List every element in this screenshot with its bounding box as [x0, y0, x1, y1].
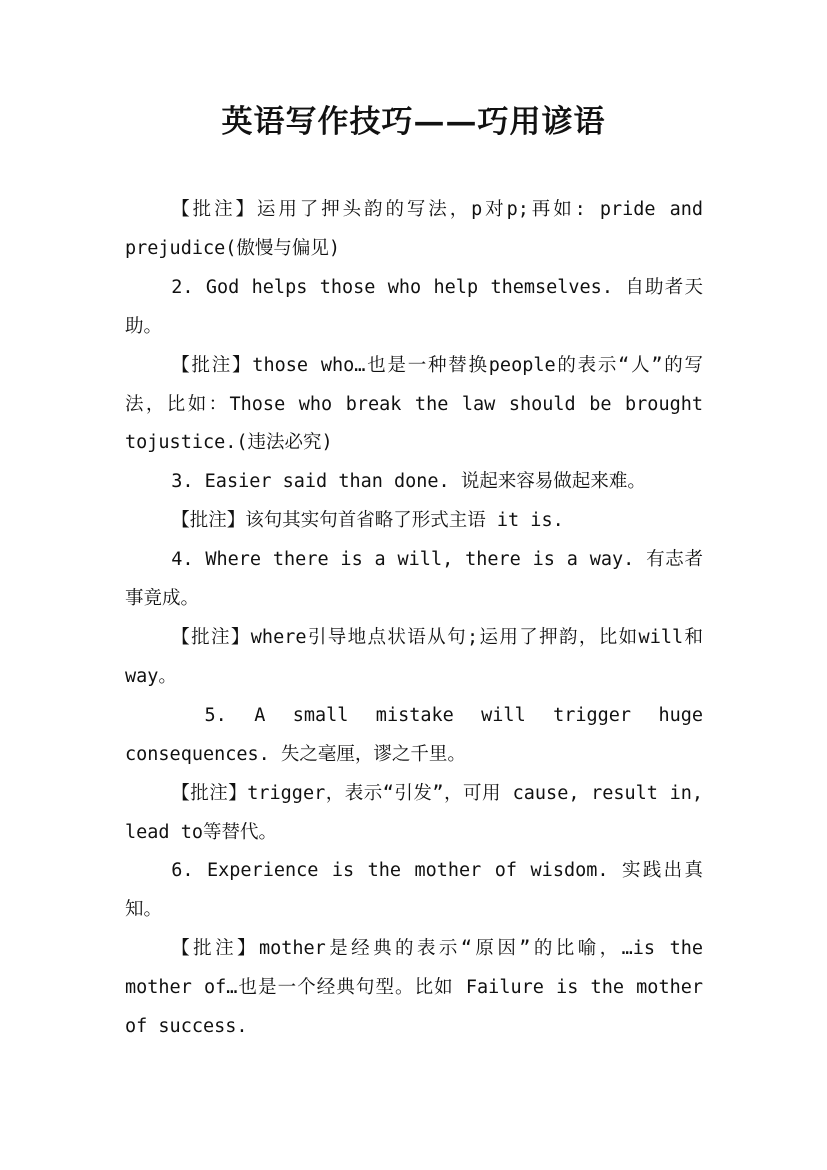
proverb-item-6: 6. Experience is the mother of wisdom. 实践出真知。: [125, 860, 703, 921]
document-body: [125, 191, 703, 1047]
annotation-paragraph: 【批注】mother是经典的表示“原因”的比喻，…is the mother of…也是一个经典句型。比如 Failure is the mother of success.: [125, 938, 703, 1038]
annotation-paragraph: 【批注】where引导地点状语从句;运用了押韵，比如will和way。: [125, 626, 703, 687]
proverb-item-4: 4. Where there is a will, there is a way. 有志者事竟成。: [125, 549, 703, 610]
proverb-item-3: 3. Easier said than done. 说起来容易做起来难。: [171, 471, 646, 493]
document-title: 英语写作技巧——巧用谚语: [221, 104, 606, 140]
annotation-paragraph: 【批注】those who…也是一种替换people的表示“人”的写法，比如：Those who break the law should be brought tojustice.(违法必究): [125, 354, 703, 454]
annotation-paragraph: 【批注】该句其实句首省略了形式主语 it is.: [171, 510, 564, 532]
annotation-paragraph: 【批注】运用了押头韵的写法，p对p;再如: pride and prejudice(傲慢与偏见): [125, 199, 703, 259]
annotation-paragraph: 【批注】trigger，表示“引发”，可用 cause, result in, lead to等替代。: [125, 782, 703, 843]
proverb-item-5: 5. A small mistake will trigger huge consequences. 失之毫厘，谬之千里。: [125, 704, 703, 765]
proverb-item-2: 2. God helps those who help themselves. 自助者天助。: [125, 276, 703, 337]
